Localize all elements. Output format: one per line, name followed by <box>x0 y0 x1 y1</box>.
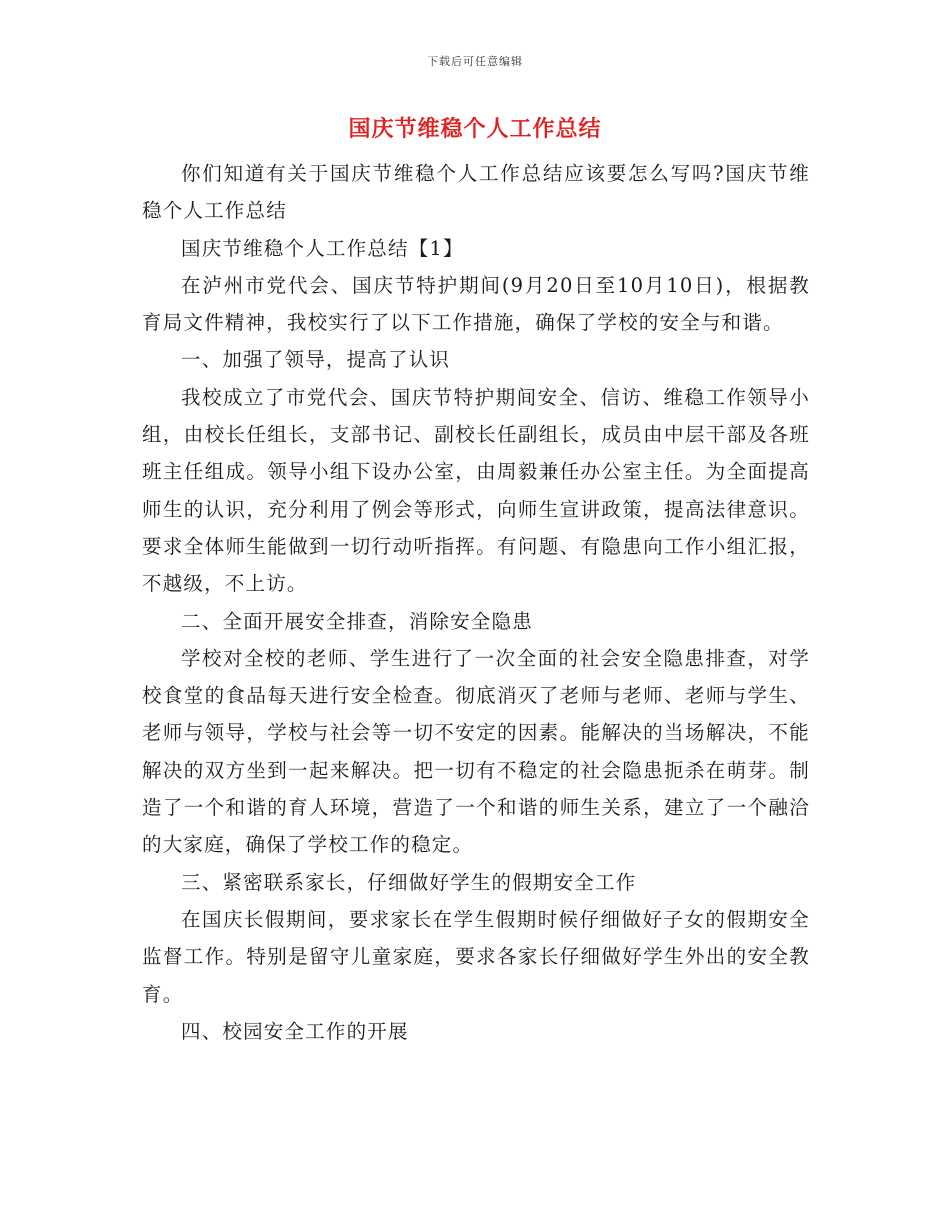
paragraph: 学校对全校的老师、学生进行了一次全面的社会安全隐患排查，对学校食堂的食品每天进行安全检查。彻底消灭了老师与老师、老师与学生、老师与领导，学校与社会等一切不安定的因素。能解决的当场解决，不能解决的双方坐到一起来解决。把一切有不稳定的社会隐患扼杀在萌芽。制造了一个和谐的育人环境，营造了一个和谐的师生关系，建立了一个融洽的大家庭，确保了学校工作的稳定。 <box>142 646 810 857</box>
document-body <box>142 155 810 1050</box>
document-title: 国庆节维稳个人工作总结 <box>348 116 602 142</box>
paragraph-intro: 你们知道有关于国庆节维稳个人工作总结应该要怎么写吗?国庆节维稳个人工作总结 <box>142 162 810 223</box>
paragraph: 我校成立了市党代会、国庆节特护期间安全、信访、维稳工作领导小组，由校长任组长，支部书记、副校长任副组长，成员由中层干部及各班班主任组成。领导小组下设办公室，由周毅兼任办公室主任。为全面提高师生的认识，充分利用了例会等形式，向师生宣讲政策，提高法律意识。要求全体师生能做到一切行动听指挥。有问题、有隐患向工作小组汇报，不越级，不上访。 <box>142 385 810 596</box>
section-heading-3: 三、紧密联系家长，仔细做好学生的假期安全工作 <box>181 870 637 894</box>
paragraph: 在国庆长假期间，要求家长在学生假期时候仔细做好子女的假期安全监督工作。特别是留守儿童家庭，要求各家长仔细做好学生外出的安全教育。 <box>142 907 810 1006</box>
header-note: 下载后可任意编辑 <box>427 55 523 68</box>
section-heading-1: 一、加强了领导，提高了认识 <box>181 348 451 372</box>
paragraph: 在泸州市党代会、国庆节特护期间(9月20日至10月10日)，根据教育局文件精神，我校实行了以下工作措施，确保了学校的安全与和谐。 <box>142 273 810 335</box>
paragraph-subtitle: 国庆节维稳个人工作总结【1】 <box>181 236 464 260</box>
section-heading-4: 四、校园安全工作的开展 <box>181 1019 409 1043</box>
section-heading-2: 二、全面开展安全排查，消除安全隐患 <box>181 609 533 633</box>
